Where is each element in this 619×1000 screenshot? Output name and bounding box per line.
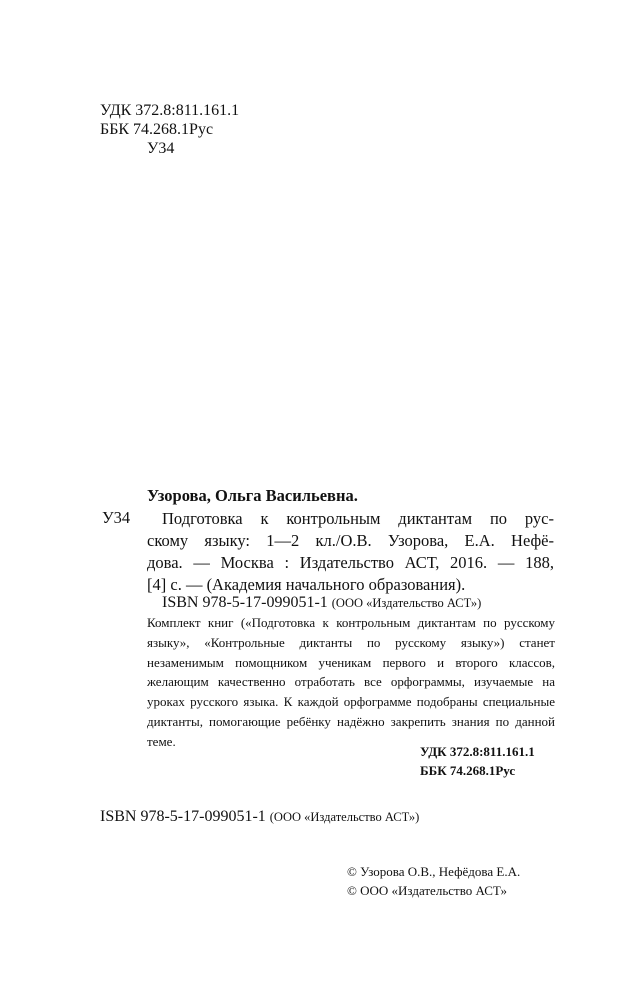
footer-isbn-publisher: (ООО «Издательство АСТ») xyxy=(269,810,420,824)
catalog-udk: УДК 372.8:811.161.1 xyxy=(420,744,535,759)
footer-isbn xyxy=(100,808,419,826)
catalog-bbk: ББК 74.268.1Рус xyxy=(420,763,516,778)
header-udk: УДК 372.8:811.161.1 xyxy=(100,102,240,119)
catalog-isbn-publisher: (ООО «Издательство АСТ») xyxy=(331,596,482,610)
catalog-isbn xyxy=(162,594,481,612)
entry-line-3: дова. — Москва : Издательство АСТ, 2016. — 188, xyxy=(147,553,554,572)
catalog-author: Узорова, Ольга Васильевна. xyxy=(147,486,358,505)
header-cutter-code: У34 xyxy=(147,140,175,157)
header-classification-codes xyxy=(100,101,239,158)
catalog-isbn-number: ISBN 978-5-17-099051-1 xyxy=(162,594,328,611)
catalog-annotation: Комплект книг («Подготовка к контрольным диктантам по русскому языку», «Контрольные диктанты по русскому языку») станет незаменимым помощником ученикам первого и второго классов, желающим качественно отработать все орфограммы, изучаемые на уроках русского языка. К каждой орфограмме подобраны специальные диктанты, помогающие ребёнку надёжно закрепить знания по данной теме. xyxy=(147,615,555,749)
copyright-publisher: © ООО «Издательство АСТ» xyxy=(347,883,508,898)
catalog-bibliographic-entry xyxy=(147,508,554,596)
copyright-block xyxy=(347,862,520,900)
entry-line-4: [4] с. — (Академия начального образования). xyxy=(147,575,466,594)
catalog-classification-codes xyxy=(420,742,535,780)
catalog-cutter-code: У34 xyxy=(102,508,131,527)
header-bbk: ББК 74.268.1Рус xyxy=(100,121,214,138)
copyright-authors: © Узорова О.В., Нефёдова Е.А. xyxy=(347,864,521,879)
entry-line-2: скому языку: 1—2 кл./О.В. Узорова, Е.А. Нефё- xyxy=(147,531,554,550)
footer-isbn-number: ISBN 978-5-17-099051-1 xyxy=(100,808,266,825)
entry-line-1: Подготовка к контрольным диктантам по рус- xyxy=(162,509,554,528)
